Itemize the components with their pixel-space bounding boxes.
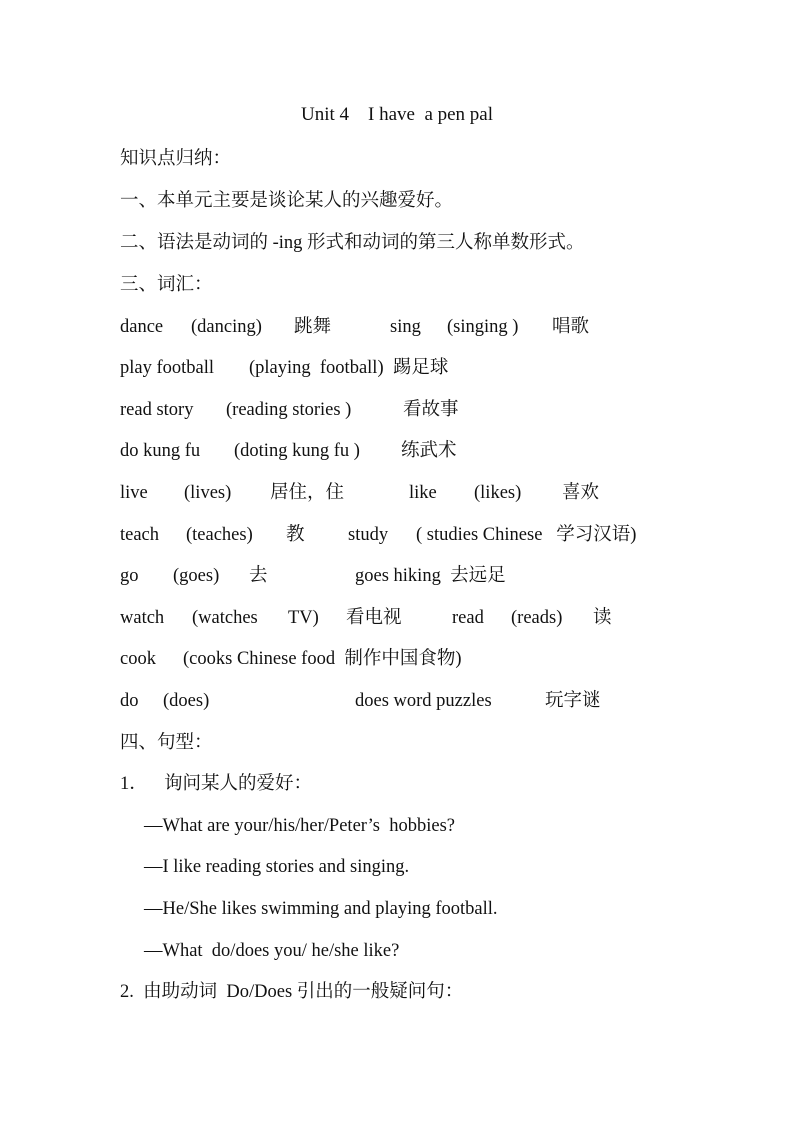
subpoint-one: [120, 771, 313, 797]
vocab-form: (reading stories ): [226, 400, 352, 420]
vocab-word: goes hiking 去远足: [355, 566, 506, 586]
vocab-word: play football: [120, 358, 215, 378]
vocab-meaning: 读: [593, 608, 612, 628]
section-heading: 知识点归纳：: [120, 149, 232, 169]
vocab-meaning: 唱歌: [552, 317, 590, 337]
vocab-word: live: [120, 483, 148, 503]
vocab-row: [120, 314, 590, 340]
vocab-meaning: 跳舞: [294, 317, 332, 337]
vocab-form: ( studies Chinese 学习汉语): [416, 525, 637, 545]
vocab-row: [120, 397, 459, 423]
point-two: 二、语法是动词的 -ing 形式和动词的第三人称单数形式。: [120, 233, 585, 253]
vocab-row: [120, 605, 612, 631]
vocab-word: read: [452, 608, 484, 628]
dialog-line: —He/She likes swimming and playing football.: [144, 899, 498, 919]
subpoint-text: 询问某人的爱好：: [164, 774, 313, 794]
vocab-meaning: 看故事: [403, 400, 459, 420]
vocab-row: [120, 563, 506, 589]
vocab-word: cook: [120, 649, 156, 669]
vocab-form: (singing ): [447, 317, 519, 337]
vocab-form: TV): [288, 608, 319, 628]
vocab-row: [120, 688, 601, 714]
vocab-word: does word puzzles: [355, 691, 492, 711]
point-one: 一、本单元主要是谈论某人的兴趣爱好。: [120, 191, 454, 211]
vocab-meaning: 教: [286, 525, 305, 545]
vocab-meaning: 去: [249, 566, 268, 586]
vocab-word: go: [120, 566, 139, 586]
subpoint-number: 1．: [120, 774, 148, 794]
dialog-line: —What are your/his/her/Peter’s hobbies?: [144, 816, 455, 836]
vocab-meaning: 喜欢: [562, 483, 600, 503]
vocab-word: do: [120, 691, 139, 711]
vocab-word: study: [348, 525, 389, 545]
vocab-form: (doting kung fu ): [234, 441, 360, 461]
vocab-word: like: [409, 483, 437, 503]
vocab-form: (dancing): [191, 317, 262, 337]
vocab-meaning: 玩字谜: [545, 691, 601, 711]
vocab-row: [120, 480, 600, 506]
vocab-row: [120, 646, 462, 672]
vocab-form: (playing football) 踢足球: [249, 358, 449, 378]
vocab-meaning: 练武术: [401, 441, 457, 461]
vocab-form: (does): [163, 691, 210, 711]
vocab-form: (watches: [192, 608, 258, 628]
dialog-line: —What do/does you/ he/she like?: [144, 941, 400, 961]
vocab-word: sing: [390, 317, 421, 337]
subpoint-two: 2. 由助动词 Do/Does 引出的一般疑问句：: [120, 982, 464, 1002]
vocab-row: [120, 522, 637, 548]
vocab-word: teach: [120, 525, 160, 545]
vocab-row: [120, 355, 449, 381]
vocab-form: (teaches): [186, 525, 253, 545]
vocab-form: (lives): [184, 483, 232, 503]
vocab-row: [120, 438, 457, 464]
vocab-form: (likes): [474, 483, 522, 503]
page-title: Unit 4 I have a pen pal: [300, 104, 494, 125]
vocab-meaning: 看电视: [346, 608, 402, 628]
vocab-word: dance: [120, 317, 164, 337]
dialog-line: —I like reading stories and singing.: [144, 857, 410, 877]
vocab-meaning: 居住，住: [270, 483, 345, 503]
vocab-form: (goes): [173, 566, 220, 586]
vocab-form: (reads): [511, 608, 563, 628]
vocab-word: do kung fu: [120, 441, 201, 461]
point-three: 三、词汇：: [120, 275, 213, 295]
vocab-word: watch: [120, 608, 165, 628]
vocab-form: (cooks Chinese food 制作中国食物): [183, 649, 462, 669]
point-four: 四、句型：: [120, 733, 213, 753]
vocab-word: read story: [120, 400, 194, 420]
